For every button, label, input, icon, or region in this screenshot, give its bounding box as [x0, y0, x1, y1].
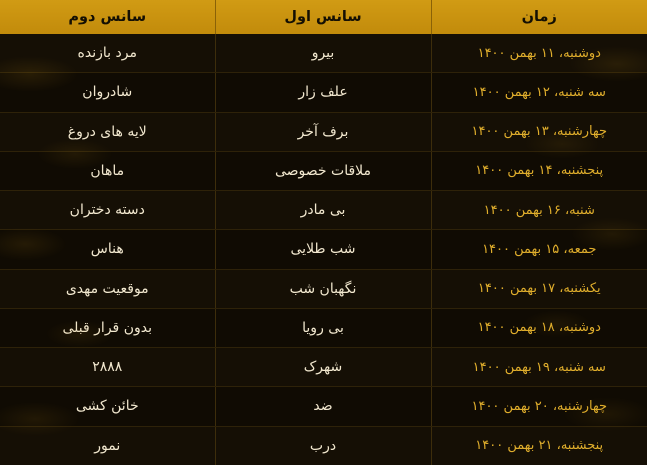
- cell-time: یکشنبه، ۱۷ بهمن ۱۴۰۰: [431, 269, 647, 308]
- table-row: [0, 34, 647, 73]
- cell-time: جمعه، ۱۵ بهمن ۱۴۰۰: [431, 230, 647, 269]
- cell-second: شادروان: [0, 73, 215, 112]
- header-row: [0, 0, 647, 34]
- column-header-first: سانس اول: [215, 0, 431, 34]
- table-row: [0, 112, 647, 151]
- cell-time: سه شنبه، ۱۹ بهمن ۱۴۰۰: [431, 348, 647, 387]
- table-row: [0, 426, 647, 465]
- cell-time: دوشنبه، ۱۸ بهمن ۱۴۰۰: [431, 308, 647, 347]
- cell-second: لایه های دروغ: [0, 112, 215, 151]
- cell-time: پنجشنبه، ۲۱ بهمن ۱۴۰۰: [431, 426, 647, 465]
- cell-second: مرد بازنده: [0, 34, 215, 73]
- table-row: [0, 151, 647, 190]
- cell-time: چهارشنبه، ۱۳ بهمن ۱۴۰۰: [431, 112, 647, 151]
- cell-time: دوشنبه، ۱۱ بهمن ۱۴۰۰: [431, 34, 647, 73]
- cell-time: شنبه، ۱۶ بهمن ۱۴۰۰: [431, 191, 647, 230]
- table-row: [0, 191, 647, 230]
- cell-first: برف آخر: [215, 112, 431, 151]
- cell-second: خائن کشی: [0, 387, 215, 426]
- cell-first: ضد: [215, 387, 431, 426]
- cell-second: هناس: [0, 230, 215, 269]
- cell-second: دسته دختران: [0, 191, 215, 230]
- cell-second: ۲۸۸۸: [0, 348, 215, 387]
- table-row: [0, 73, 647, 112]
- cell-first: شهرک: [215, 348, 431, 387]
- cell-first: بیرو: [215, 34, 431, 73]
- table-row: [0, 269, 647, 308]
- cell-time: چهارشنبه، ۲۰ بهمن ۱۴۰۰: [431, 387, 647, 426]
- cell-second: موقعیت مهدی: [0, 269, 215, 308]
- cell-first: ملاقات خصوصی: [215, 151, 431, 190]
- cell-first: نگهبان شب: [215, 269, 431, 308]
- cell-second: نمور: [0, 426, 215, 465]
- table-row: [0, 308, 647, 347]
- cell-first: شب طلایی: [215, 230, 431, 269]
- cell-first: علف زار: [215, 73, 431, 112]
- cell-first: درب: [215, 426, 431, 465]
- table-row: [0, 230, 647, 269]
- table-body: [0, 34, 647, 465]
- cell-time: پنجشنبه، ۱۴ بهمن ۱۴۰۰: [431, 151, 647, 190]
- cell-second: بدون قرار قبلی: [0, 308, 215, 347]
- table-header: [0, 0, 647, 34]
- cell-first: بی رویا: [215, 308, 431, 347]
- column-header-time: زمان: [431, 0, 647, 34]
- cell-first: بی مادر: [215, 191, 431, 230]
- table-row: [0, 387, 647, 426]
- column-header-second: سانس دوم: [0, 0, 215, 34]
- cell-time: سه شنبه، ۱۲ بهمن ۱۴۰۰: [431, 73, 647, 112]
- cell-second: ماهان: [0, 151, 215, 190]
- table-row: [0, 348, 647, 387]
